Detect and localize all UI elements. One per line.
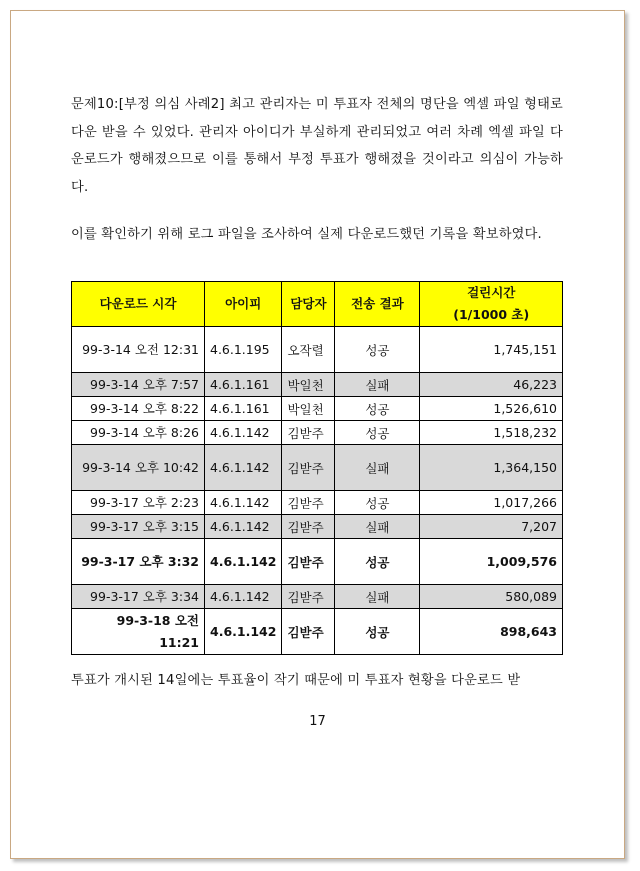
cell-time: 99-3-18 오전 11:21 [72,609,205,655]
paragraph-case-description: 문제10:[부정 의심 사례2] 최고 관리자는 미 투표자 전체의 명단을 엑셀 파일 형태로 다운 받을 수 있었다. 관리자 아이디가 부실하게 관리되었고 여러 차례 엑셀 파일 다운로드가 행해졌으므로 이를 통해서 부정 투표가 행해졌을 것이라고 의심이 가능하다. [71,97,563,195]
table-row [72,373,563,397]
cell-result: 실패 [335,445,420,491]
cell-person: 박일천 [282,397,335,421]
cell-duration: 1,017,266 [420,491,563,515]
cell-duration: 1,745,151 [420,327,563,373]
cell-time: 99-3-14 오전 12:31 [72,327,205,373]
table-row [72,421,563,445]
table-row [72,539,563,585]
cell-person: 김받주 [282,515,335,539]
cell-duration: 7,207 [420,515,563,539]
header-ip: 아이피 [205,282,282,327]
cell-result: 성공 [335,421,420,445]
cell-time: 99-3-17 오후 3:32 [72,539,205,585]
page-number: 17 [309,714,326,729]
header-result: 전송 결과 [335,282,420,327]
cell-result: 성공 [335,609,420,655]
cell-ip: 4.6.1.195 [205,327,282,373]
cell-person: 김받주 [282,421,335,445]
cell-person: 김받주 [282,539,335,585]
cell-duration: 1,009,576 [420,539,563,585]
table-row [72,327,563,373]
cell-ip: 4.6.1.142 [205,491,282,515]
header-duration [420,282,563,327]
cell-time: 99-3-14 오후 8:22 [72,397,205,421]
header-duration-label: 걸린시간 [467,285,516,300]
cell-duration: 46,223 [420,373,563,397]
cell-ip: 4.6.1.161 [205,397,282,421]
cell-result: 성공 [335,539,420,585]
table-row [72,609,563,655]
cell-person: 김받주 [282,585,335,609]
cell-ip: 4.6.1.161 [205,373,282,397]
header-duration-unit: (1/1000 초) [453,307,530,322]
cell-person: 오작렬 [282,327,335,373]
cell-result: 실패 [335,373,420,397]
cell-person: 박일천 [282,373,335,397]
cell-time: 99-3-17 오후 2:23 [72,491,205,515]
cell-duration: 898,643 [420,609,563,655]
document-page [10,10,625,859]
header-person: 담당자 [282,282,335,327]
header-download-time: 다운로드 시각 [72,282,205,327]
cell-time: 99-3-17 오후 3:15 [72,515,205,539]
paragraph-continuation: 투표가 개시된 14일에는 투표율이 작기 때문에 미 투표자 현황을 다운로드 받 [71,673,521,688]
cell-ip: 4.6.1.142 [205,585,282,609]
cell-duration: 1,526,610 [420,397,563,421]
cell-time: 99-3-14 오후 8:26 [72,421,205,445]
cell-result: 실패 [335,515,420,539]
cell-ip: 4.6.1.142 [205,609,282,655]
table-row [72,491,563,515]
table-row [72,585,563,609]
table-row [72,515,563,539]
cell-result: 성공 [335,397,420,421]
cell-ip: 4.6.1.142 [205,515,282,539]
cell-duration: 1,364,150 [420,445,563,491]
table-row [72,445,563,491]
cell-duration: 580,089 [420,585,563,609]
cell-ip: 4.6.1.142 [205,421,282,445]
cell-result: 성공 [335,327,420,373]
cell-person: 김받주 [282,609,335,655]
cell-person: 김받주 [282,445,335,491]
download-log-table [71,281,563,655]
paragraph-log-investigation: 이를 확인하기 위해 로그 파일을 조사하여 실제 다운로드했던 기록을 확보하였다. [71,227,542,242]
cell-time: 99-3-14 오후 10:42 [72,445,205,491]
cell-result: 성공 [335,491,420,515]
cell-time: 99-3-17 오후 3:34 [72,585,205,609]
cell-ip: 4.6.1.142 [205,445,282,491]
cell-duration: 1,518,232 [420,421,563,445]
cell-person: 김받주 [282,491,335,515]
table-row [72,397,563,421]
cell-ip: 4.6.1.142 [205,539,282,585]
cell-time: 99-3-14 오후 7:57 [72,373,205,397]
table-header-row [72,282,563,327]
cell-result: 실패 [335,585,420,609]
